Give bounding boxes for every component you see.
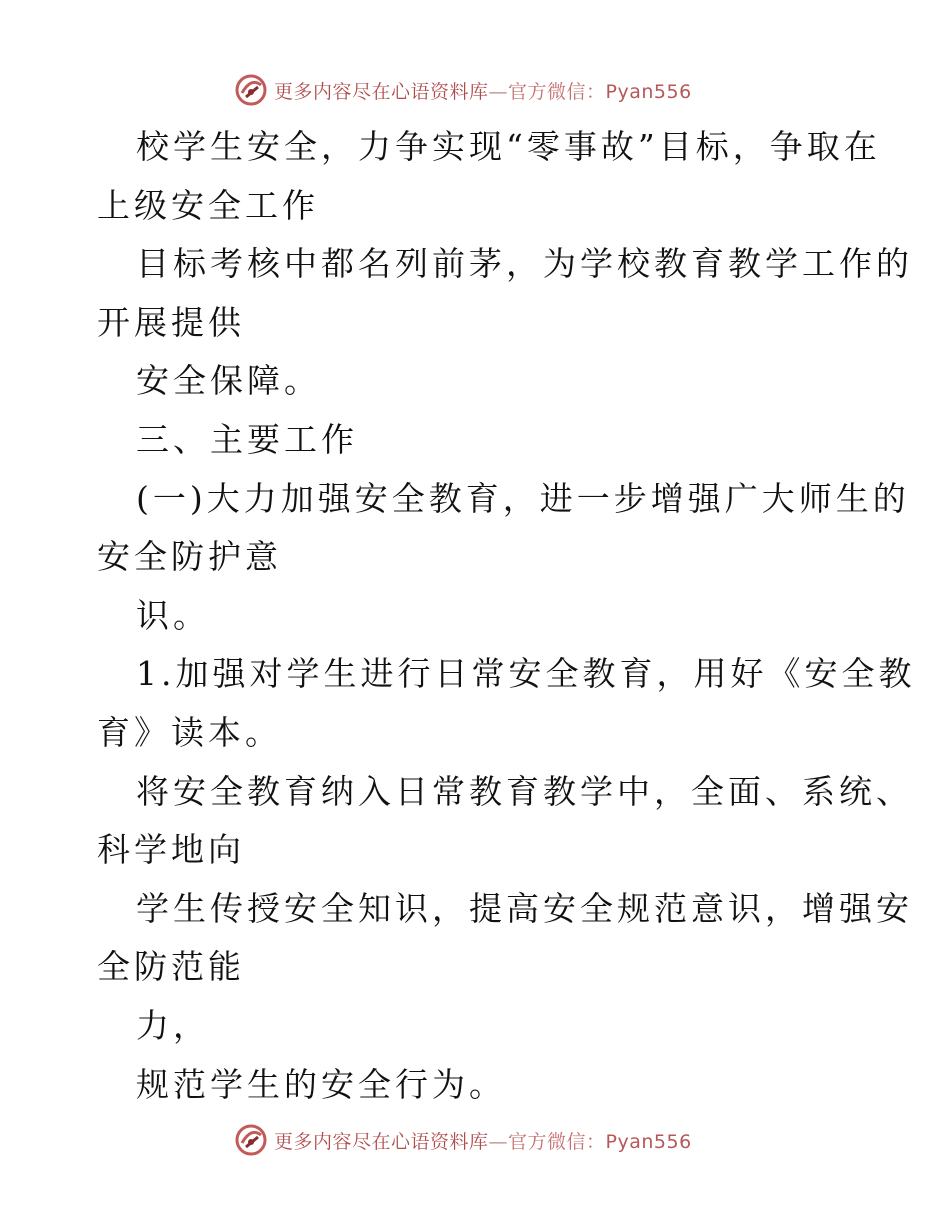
text-line: 目标考核中都名列前茅，为学校教育教学工作的 — [136, 244, 913, 284]
text-line: 安全防护意 — [97, 537, 282, 577]
watermark-text: 更多内容尽在心语资料库—官方微信：Pyan556 — [274, 1130, 692, 1153]
footer-watermark — [234, 1120, 692, 1160]
watermark-text: 更多内容尽在心语资料库—官方微信：Pyan556 — [274, 80, 692, 103]
text-line: 育》读本。 — [97, 712, 282, 752]
text-line: 识。 — [136, 595, 210, 635]
text-line: 安全保障。 — [136, 361, 321, 401]
text-line: 力， — [136, 1005, 210, 1045]
text-line: 上级安全工作 — [97, 185, 319, 225]
seal-logo-icon — [234, 1123, 268, 1157]
text-line: 校学生安全，力争实现“零事故”目标，争取在 — [136, 127, 881, 166]
document-body — [97, 118, 916, 1114]
text-line: 学生传授安全知识，提高安全规范意识，增强安 — [136, 888, 913, 928]
text-line: 三、主要工作 — [136, 419, 358, 459]
text-line: 1.加强对学生进行日常安全教育，用好《安全教 — [136, 654, 916, 694]
text-line: 规范学生的安全行为。 — [136, 1064, 506, 1104]
text-line: 将安全教育纳入日常教育教学中，全面、系统、 — [136, 771, 913, 811]
text-line: (一)大力加强安全教育，进一步增强广大师生的 — [136, 478, 910, 518]
text-line: 开展提供 — [97, 302, 245, 342]
text-line: 全防范能 — [97, 947, 245, 987]
header-watermark — [234, 70, 692, 110]
text-line: 科学地向 — [97, 830, 245, 870]
seal-logo-icon — [234, 73, 268, 107]
